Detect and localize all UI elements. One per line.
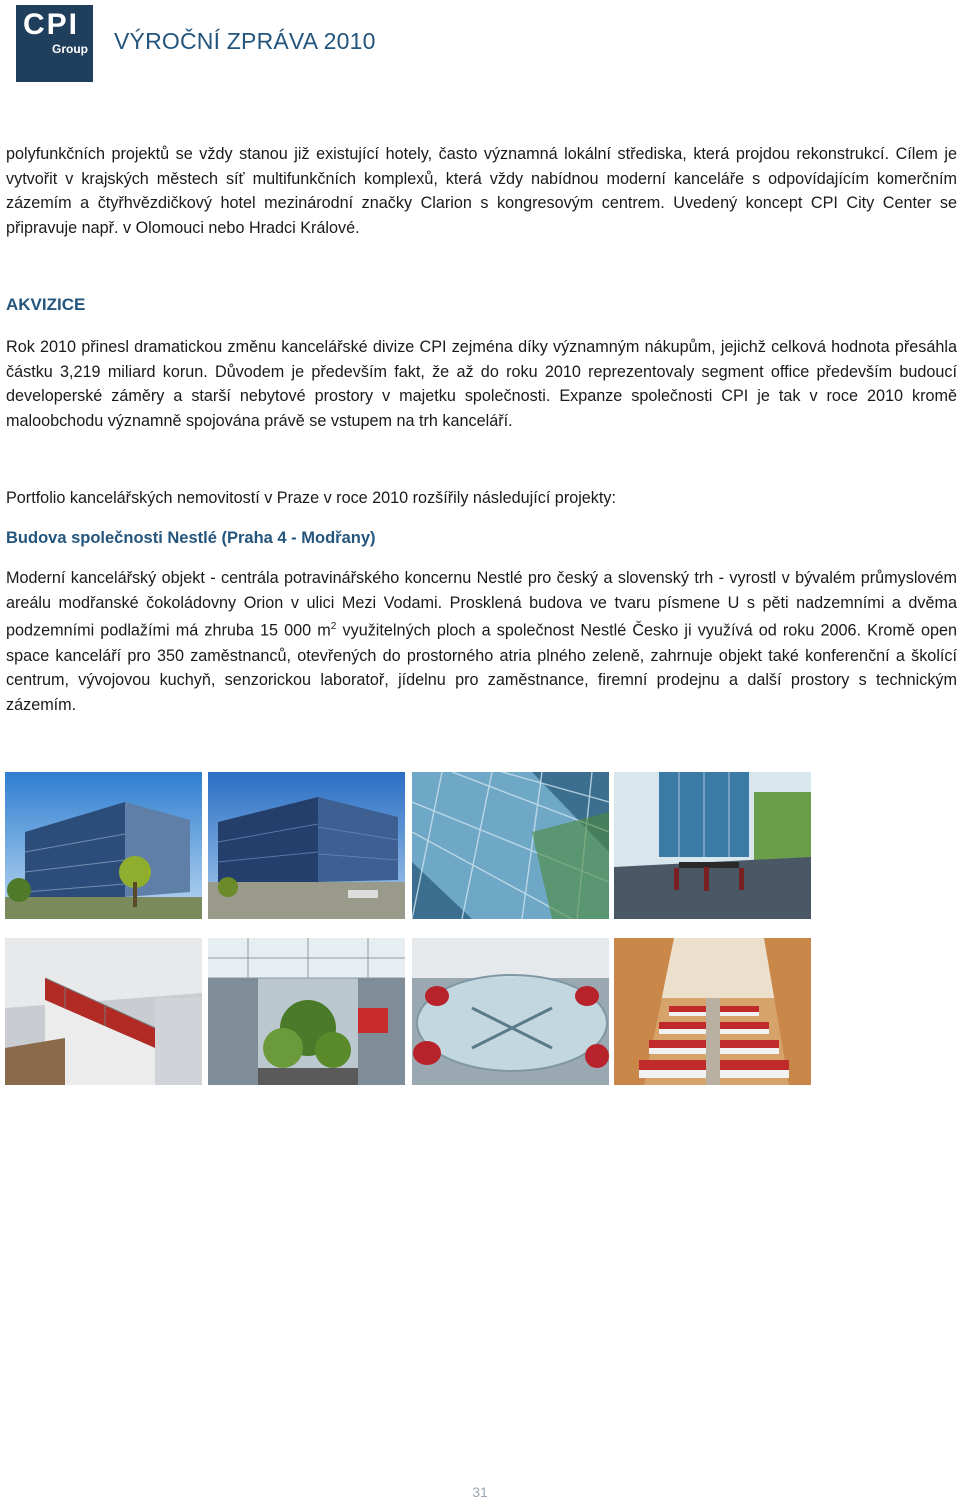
akvizice-section bbox=[6, 335, 957, 434]
intro-paragraph: polyfunkčních projektů se vždy stanou již existující hotely, často významná lokální střediska, která projdou rekonstrukcí. Cílem je vytvořit v krajských městech síť multifunkčních komplexů, která vždy nabídnou moderní kanceláře s odpovídajícím komerčním zázemím a čtyřhvězdičkový hotel mezinárodní značky Clarion s kongresovým centrem. Uvedený koncept CPI City Center se připravuje např. v Olomouci nebo Hradci Králové. bbox=[6, 145, 957, 238]
photo-terrace bbox=[614, 772, 811, 919]
area-unit-superscript: 2 bbox=[330, 621, 337, 633]
photo-building-exterior-2 bbox=[208, 772, 405, 919]
cpi-group-logo bbox=[16, 5, 93, 82]
nestle-paragraph bbox=[6, 566, 957, 718]
logo-text: CPI bbox=[23, 8, 80, 41]
nestle-section bbox=[6, 566, 957, 718]
photo-lecture-hall bbox=[614, 938, 811, 1085]
nestle-paragraph-b: využitelných ploch a společnost Nestlé Česko ji využívá od roku 2006. Kromě open space kanceláří pro 350 zaměstnanců, otevřených do prostorného atria plného zeleně, zahrnuje objekt také konferenční a školící centrum, vývojovou kuchyň, senzorickou laboratoř, jídelnu pro zaměstnance, firemní prodejnu a další prostory s technickým zázemím. bbox=[6, 621, 957, 714]
report-title: VÝROČNÍ ZPRÁVA 2010 bbox=[114, 28, 376, 54]
page-number: 31 bbox=[472, 1484, 488, 1500]
akvizice-paragraph: Rok 2010 přinesl dramatickou změnu kancelářské divize CPI zejména díky významným nákupům, jejichž celková hodnota přesáhla částku 3,219 miliard korun. Důvodem je především fakt, že až do roku 2010 reprezentovaly segment office především budoucí developerské záměry a starší nebytové prostory v majetku společnosti. Expanze společnosti CPI je tak v roce 2010 kromě maloobchodu významně spojována právě se vstupem na trh kanceláří. bbox=[6, 338, 957, 431]
photo-glass-table bbox=[412, 938, 609, 1085]
nestle-paragraph-a: Moderní kancelářský objekt - centrála potravinářského koncernu Nestlé pro český a slovenský trh - vyrostl v bývalém průmyslovém areálu modřanské čokoládovny Orion v ulici Mezi Vodami. Prosklená budova ve tvaru písmene U s pěti nadzemními a dvěma podzemními podlažími má zhruba 15 000 m bbox=[6, 569, 957, 640]
logo-subtext: Group bbox=[52, 42, 88, 56]
photo-building-exterior-1 bbox=[5, 772, 202, 919]
intro-section bbox=[6, 142, 957, 241]
nestle-heading: Budova společnosti Nestlé (Praha 4 - Modřany) bbox=[6, 529, 376, 547]
akvizice-heading: AKVIZICE bbox=[6, 295, 86, 314]
portfolio-line: Portfolio kancelářských nemovitostí v Praze v roce 2010 rozšířily následující projekty: bbox=[6, 489, 616, 507]
photo-atrium bbox=[208, 938, 405, 1085]
photo-interior-staircase bbox=[5, 938, 202, 1085]
photo-glass-facade bbox=[412, 772, 609, 919]
